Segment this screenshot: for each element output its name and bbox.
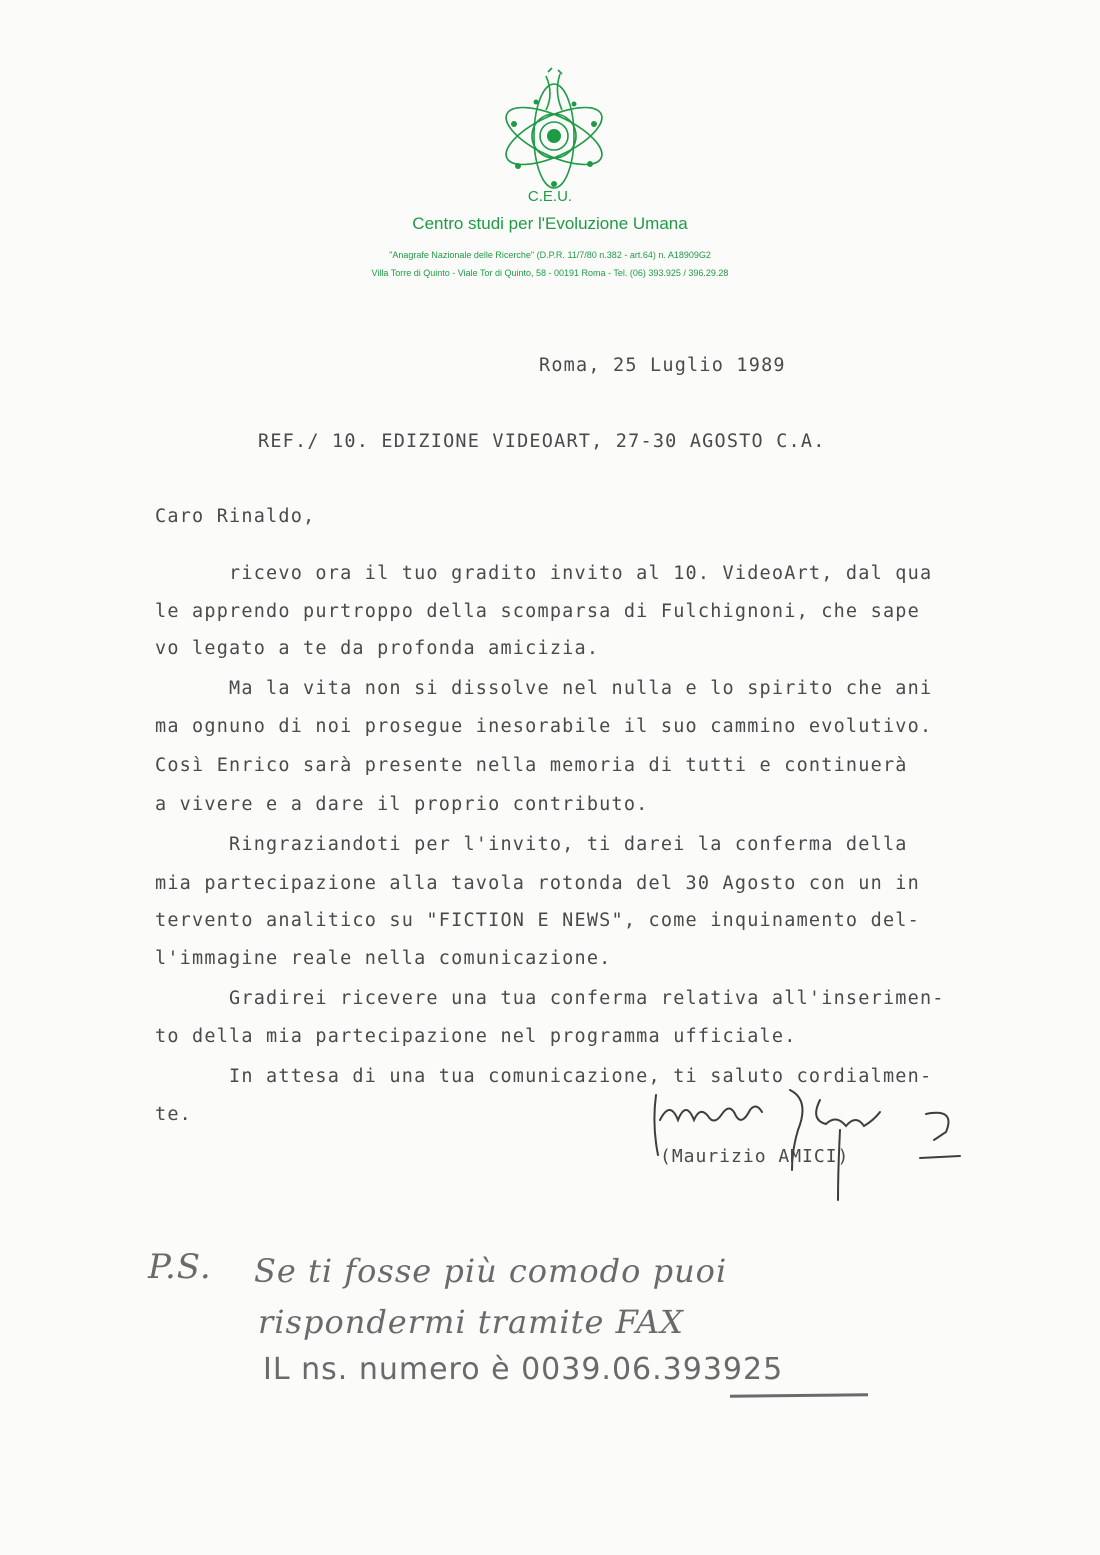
org-registration: "Anagrafe Nazionale delle Ricerche" (D.P.R. 11/7/80 n.382 - art.64) n. A18909G2 — [389, 250, 711, 260]
postscript-line: Se ti fosse più comodo puoi — [254, 1252, 728, 1290]
body-line: Gradirei ricevere una tua conferma relativa all'inserimen- — [155, 988, 945, 1009]
body-line: mia partecipazione alla tavola rotonda del 30 Agosto con un in — [155, 873, 920, 894]
letter-salutation: Caro Rinaldo, — [155, 506, 316, 527]
body-line: te. — [155, 1104, 193, 1125]
body-line: to della mia partecipazione nel programma ufficiale. — [155, 1026, 797, 1047]
postscript-fax-number: IL ns. numero è 0039.06.393925 — [263, 1352, 784, 1387]
body-line: ma ognuno di noi prosegue inesorabile il suo cammino evolutivo. — [155, 716, 933, 737]
body-line: Ringraziandoti per l'invito, ti darei la conferma della — [155, 834, 908, 855]
handwritten-signature — [630, 1060, 980, 1210]
body-line: tervento analitico su "FICTION E NEWS", come inquinamento del- — [155, 910, 920, 931]
org-name: Centro studi per l'Evoluzione Umana — [412, 214, 688, 233]
body-line: In attesa di una tua comunicazione, ti saluto cordialmen- — [155, 1066, 933, 1087]
body-line: l'immagine reale nella comunicazione. — [155, 948, 612, 969]
fax-number-underline — [730, 1393, 868, 1397]
postscript-label: P.S. — [148, 1247, 212, 1287]
ceu-logo-icon — [496, 66, 612, 192]
body-line: le apprendo purtroppo della scomparsa di Fulchignoni, che sape — [155, 601, 920, 622]
body-line: Ma la vita non si dissolve nel nulla e lo spirito che ani — [155, 678, 933, 699]
org-abbreviation: C.E.U. — [527, 188, 573, 205]
body-line: Così Enrico sarà presente nella memoria di tutti e continuerà — [155, 755, 908, 776]
letter-date: Roma, 25 Luglio 1989 — [539, 355, 786, 376]
body-line: a vivere e a dare il proprio contributo. — [155, 794, 649, 815]
org-address: Villa Torre di Quinto - Viale Tor di Quinto, 58 - 00191 Roma - Tel. (06) 393.925 / 396.29.28 — [371, 268, 729, 278]
signatory-name: (Maurizio AMICI) — [660, 1146, 850, 1167]
letter-reference: REF./ 10. EDIZIONE VIDEOART, 27-30 AGOSTO C.A. — [258, 431, 826, 452]
body-line: ricevo ora il tuo gradito invito al 10. VideoArt, dal qua — [155, 563, 933, 584]
body-line: vo legato a te da profonda amicizia. — [155, 638, 600, 659]
postscript-line: rispondermi tramite FAX — [258, 1303, 684, 1341]
